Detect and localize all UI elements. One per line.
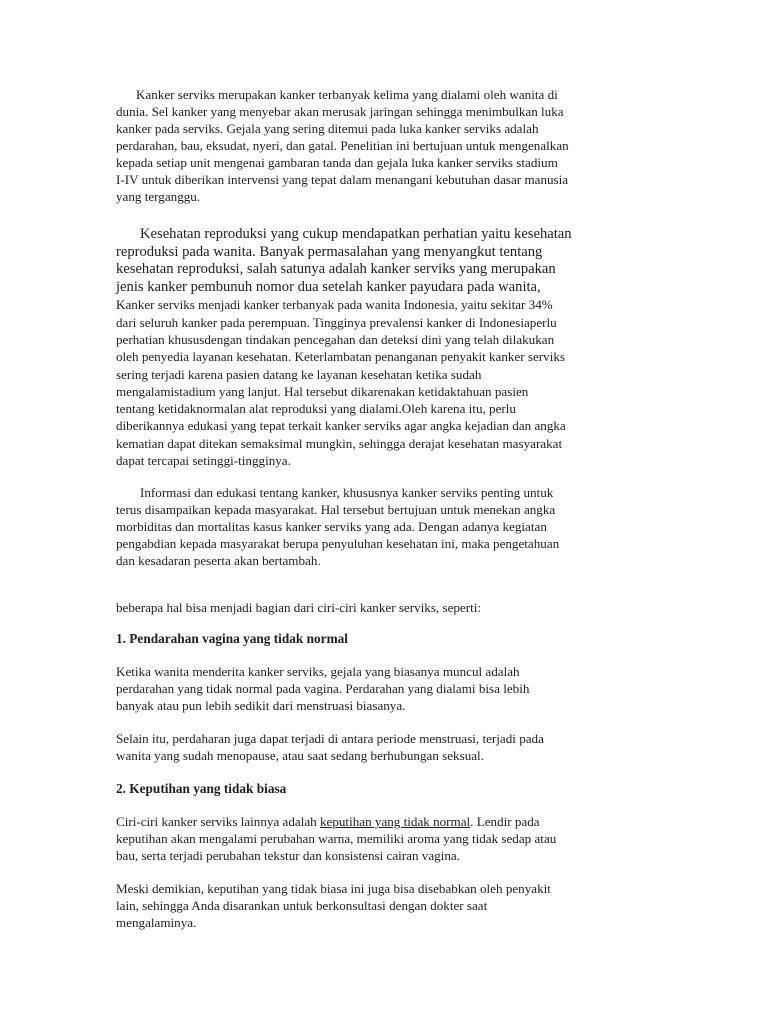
text-line: lain, sehingga Anda disarankan untuk berkonsultasi dengan dokter saat: [116, 898, 488, 914]
text-line: Kanker serviks menjadi kanker terbanyak pada wanita Indonesia, yaitu sekitar 34%: [116, 297, 553, 313]
text-line: terus disampaikan kepada masyarakat. Hal tersebut bertujuan untuk menekan angka: [116, 502, 556, 518]
text-line: Informasi dan edukasi tentang kanker, khususnya kanker serviks penting untuk: [140, 485, 554, 501]
section1-paragraph-2: [116, 730, 658, 764]
text-line: kematian dapat ditekan semaksimal mungkin, sehingga derajat kesehatan masyarakat: [116, 435, 563, 451]
text-line: Meski demikian, keputihan yang tidak biasa ini juga bisa disebabkan oleh penyakit: [116, 881, 551, 897]
reproduksi-paragraph-large: [116, 226, 658, 296]
intro-paragraph: [116, 86, 658, 205]
text-line: yang terganggu.: [116, 189, 201, 204]
section1-paragraph-1: [116, 663, 658, 714]
text-line: kepada setiap unit mengenai gambaran tanda dan gejala luka kanker serviks stadium: [116, 155, 558, 170]
document-page: [116, 86, 658, 931]
text-line: perdarahan yang tidak normal pada vagina. Perdarahan yang dialami bisa lebih: [116, 681, 530, 697]
section-heading-2: 2. Keputihan yang tidak biasa: [116, 781, 287, 797]
text-line: Kesehatan reproduksi yang cukup mendapatkan perhatian yaitu kesehatan: [140, 226, 572, 242]
section-heading-1: 1. Pendarahan vagina yang tidak normal: [116, 631, 348, 647]
text-line: tentang ketidaknormalan alat reproduksi yang dialami.Oleh karena itu, perlu: [116, 401, 516, 417]
text-line: kesehatan reproduksi, salah satunya adalah kanker serviks yang merupakan: [116, 261, 556, 278]
text-line: Ciri-ciri kanker serviks lainnya adalah keputihan yang tidak normal. Lendir pada: [116, 814, 540, 830]
text-line: Ketika wanita menderita kanker serviks, gejala yang biasanya muncul adalah: [116, 664, 520, 680]
section2-paragraph-1: [116, 813, 658, 864]
text-line: sering terjadi karena pasien datang ke layanan kesehatan ketika sudah: [116, 366, 482, 382]
text-line: pengabdian kepada masyarakat berupa penyuluhan kesehatan ini, maka pengetahuan: [116, 536, 560, 552]
text-line: wanita yang sudah menopause, atau saat sedang berhubungan seksual.: [116, 748, 484, 764]
informasi-paragraph: [116, 484, 658, 569]
text-line: diberikannya edukasi yang tepat terkait kanker serviks agar angka kejadian dan angka: [116, 418, 566, 434]
text-line: oleh penyedia layanan kesehatan. Keterlambatan penanganan penyakit kanker serviks: [116, 349, 565, 365]
keputihan-link[interactable]: keputihan yang tidak normal: [319, 814, 471, 830]
text-line: dan kesadaran peserta akan bertambah.: [116, 553, 321, 569]
text-line: perdarahan, bau, eksudat, nyeri, dan gatal. Penelitian ini bertujuan untuk mengenalkan: [116, 138, 569, 153]
text-line: mengalamistadium yang lanjut. Hal tersebut dikarenakan ketidaktahuan pasien: [116, 383, 529, 399]
text-line: reproduksi pada wanita. Banyak permasalahan yang menyangkut tentang: [116, 243, 543, 260]
text-line: I-IV untuk diberikan intervensi yang tepat dalam menangani kebutuhan dasar manusia: [116, 172, 569, 187]
text-line: jenis kanker pembunuh nomor dua setelah kanker payudara pada wanita,: [116, 278, 541, 295]
text-line: dunia. Sel kanker yang menyebar akan merusak jaringan sehingga menimbulkan luka: [116, 104, 564, 119]
text-line: Selain itu, perdaharan juga dapat terjadi di antara periode menstruasi, terjadi pada: [116, 731, 544, 747]
text-line: Kanker serviks merupakan kanker terbanyak kelima yang dialami oleh wanita di: [136, 87, 558, 102]
text-line: bau, serta terjadi perubahan tekstur dan konsistensi cairan vagina.: [116, 848, 460, 864]
text-line: dari seluruh kanker pada perempuan. Tingginya prevalensi kanker di Indonesiaperlu: [116, 314, 557, 330]
text-line: morbiditas dan mortalitas kasus kanker serviks yang ada. Dengan adanya kegiatan: [116, 519, 547, 535]
text-line: banyak atau pun lebih sedikit dari menstruasi biasanya.: [116, 698, 406, 714]
text-line: keputihan akan mengalami perubahan warna, memiliki aroma yang tidak sedap atau: [116, 831, 557, 847]
text-line: mengalaminya.: [116, 915, 197, 931]
text-line: dapat tercapai setinggi-tingginya.: [116, 453, 291, 469]
lead-sentence: beberapa hal bisa menjadi bagian dari ciri-ciri kanker serviks, seperti:: [116, 600, 482, 616]
text-line: perhatian khususdengan tindakan pencegahan dan deteksi dini yang telah dilakukan: [116, 331, 555, 347]
text-line: kanker pada serviks. Gejala yang sering ditemui pada luka kanker serviks adalah: [116, 121, 539, 136]
section2-paragraph-2: [116, 880, 658, 931]
reproduksi-paragraph-small: [116, 296, 658, 469]
